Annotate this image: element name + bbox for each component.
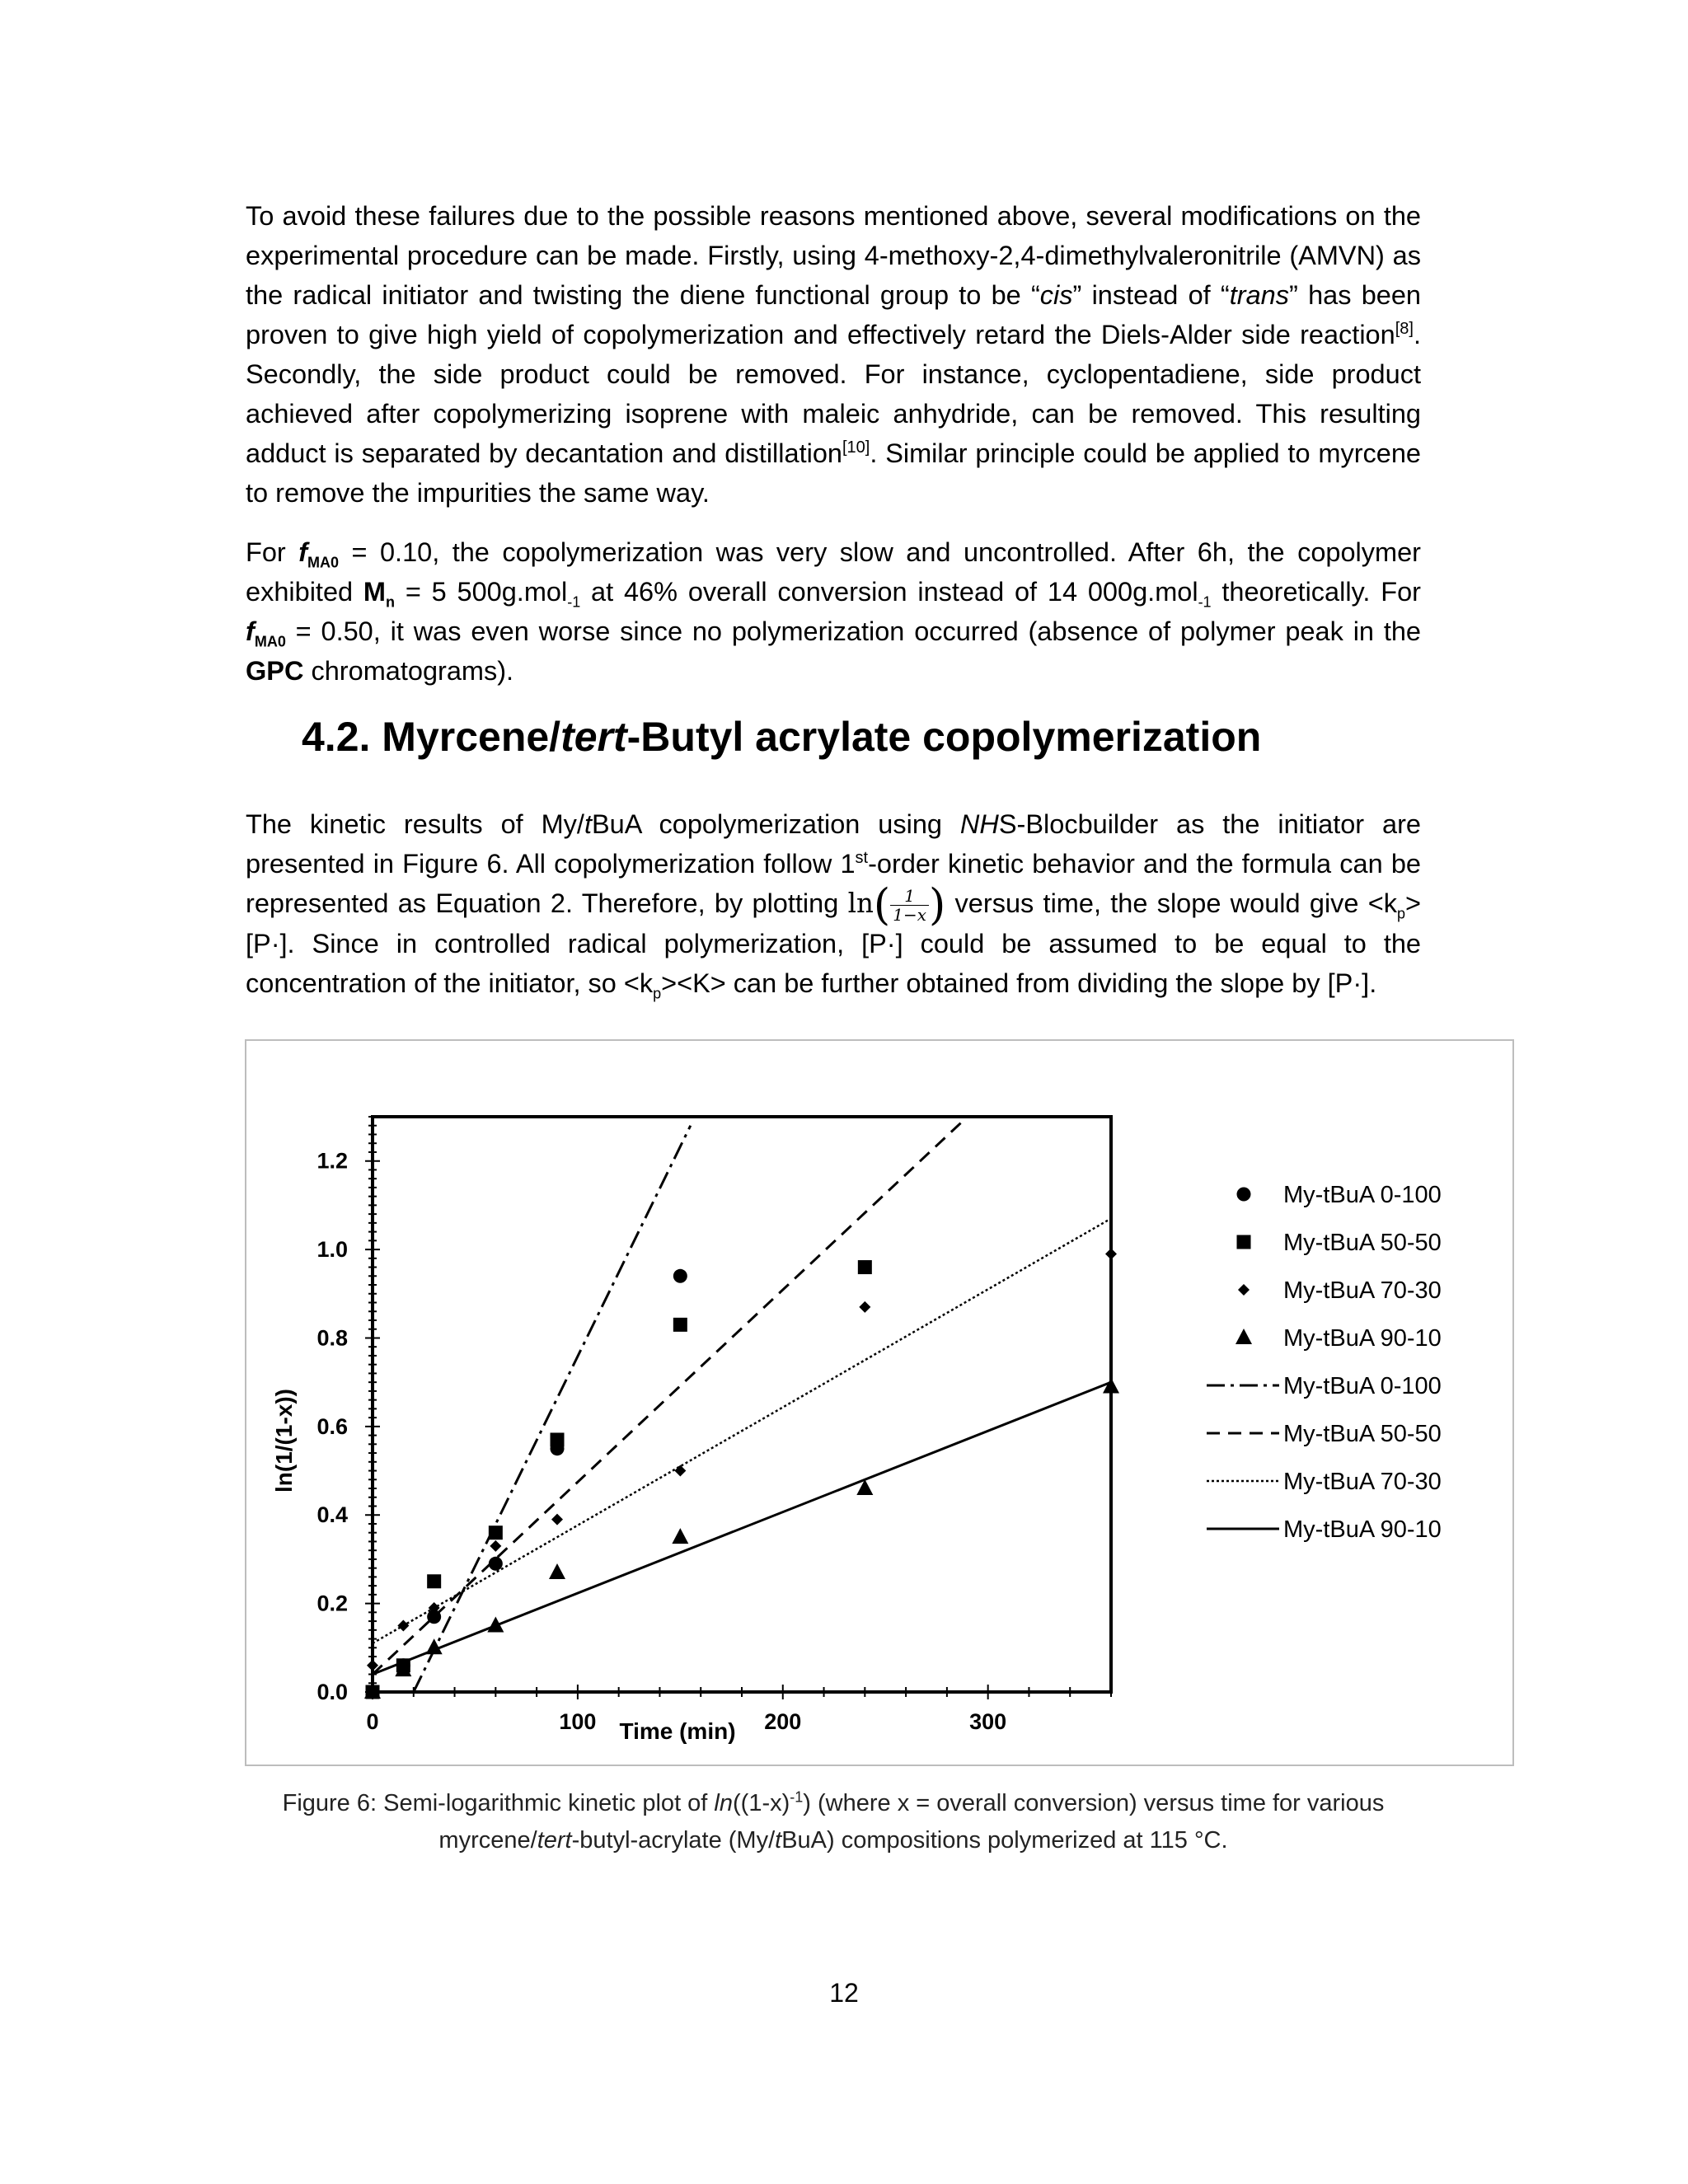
chart-canvas xyxy=(246,1041,1512,1765)
text-run-italic: tert xyxy=(537,1827,572,1854)
text-run: . Secondly, the side product could be removed. For instance, cyclopentadiene, side product achieved after copolymerizing isoprene with maleic anhydride, can be removed. This resulting adduct is separated by decantation and distillation xyxy=(246,320,1421,468)
y-tick-label: 1.0 xyxy=(316,1237,348,1263)
subscript: -1 xyxy=(567,593,581,611)
text-run: Figure 6: Semi-logarithmic kinetic plot of xyxy=(282,1790,715,1816)
fit-line-dashdot xyxy=(414,1126,691,1692)
left-paren: ( xyxy=(873,880,891,930)
text-run-italic: trans xyxy=(1229,280,1290,310)
y-tick-label: 0.4 xyxy=(316,1502,348,1528)
text-run-italic: tert xyxy=(560,714,627,760)
y-tick-label: 0.6 xyxy=(316,1413,348,1439)
subscript: n xyxy=(386,593,395,611)
text-run: versus time, the slope would give <k xyxy=(945,888,1398,918)
right-paren: ) xyxy=(928,880,946,930)
citation-ref: [10] xyxy=(842,438,870,457)
fit-lines xyxy=(373,1117,1111,1692)
legend-label: My-tBuA 50-50 xyxy=(1283,1421,1442,1447)
text-run: For xyxy=(246,537,299,567)
text-run-italic: cis xyxy=(1039,280,1073,310)
text-run: BuA copolymerization using xyxy=(591,809,960,839)
y-tick-label: 0.0 xyxy=(316,1680,348,1704)
text-run: at 46% overall conversion instead of 14 000g.mol xyxy=(580,577,1198,607)
y-tick-label: 1.2 xyxy=(316,1148,348,1174)
data-point-circle xyxy=(673,1269,687,1283)
data-point-square xyxy=(427,1574,441,1588)
data-point-circle xyxy=(489,1557,503,1571)
data-point-diamond xyxy=(551,1514,563,1526)
figure-caption xyxy=(246,1785,1421,1859)
fit-line-solid xyxy=(373,1382,1111,1674)
data-point-square xyxy=(673,1318,687,1332)
data-point-square xyxy=(858,1260,872,1274)
text-run-bold-italic: f xyxy=(246,616,255,646)
legend-label: My-tBuA 90-10 xyxy=(1283,1516,1442,1543)
text-run: > [P·]. Since in controlled radical polymerization, [P·] could be assumed to be equal to the concentration of the initiator, so <k xyxy=(246,888,1422,998)
y-tick-label: 0.2 xyxy=(316,1591,348,1616)
legend-marker-circle xyxy=(1237,1188,1251,1202)
text-run-bold: M xyxy=(363,577,386,607)
text-run: ” has been proven to give high yield of copolymerization and effectively retard the Diels-Alder side reaction xyxy=(246,280,1421,349)
text-run: ((1-x) xyxy=(733,1790,790,1816)
series-circle xyxy=(366,1269,687,1699)
text-run-italic: ln xyxy=(714,1790,733,1816)
ln-symbol: ln xyxy=(847,888,874,919)
text-run: = 0.10, the copolymerization was very slow and uncontrolled. After 6h, the copolymer exhibited xyxy=(246,537,1421,607)
axis-ticks xyxy=(316,1117,1111,1734)
data-point-triangle xyxy=(672,1528,688,1544)
series-triangle xyxy=(364,1378,1119,1699)
legend-marker-triangle xyxy=(1236,1329,1252,1344)
subscript: p xyxy=(653,985,662,1002)
series-diamond xyxy=(367,1248,1117,1671)
text-run: ) (where x = overall conversion) versus time for various myrcene/ xyxy=(438,1790,1385,1854)
text-run: . Similar principle could be applied to myrcene to remove the impurities the same way. xyxy=(246,438,1421,508)
subscript: MA0 xyxy=(254,633,286,650)
data-point-square xyxy=(489,1526,503,1540)
legend-label: My-tBuA 50-50 xyxy=(1283,1230,1442,1256)
data-point-square xyxy=(551,1432,565,1446)
section-heading xyxy=(302,710,1261,763)
text-run: = 0.50, it was even worse since no polymerization occurred (absence of polymer peak in the xyxy=(285,616,1421,646)
text-run: chromatograms). xyxy=(303,656,514,686)
fraction xyxy=(890,887,929,924)
text-run: theoretically. For xyxy=(1211,577,1421,607)
text-run-bold: GPC xyxy=(246,656,304,686)
y-axis-label: ln(1/(1-x)) xyxy=(271,1389,297,1493)
plot-frame xyxy=(373,1117,1111,1692)
text-run: The kinetic results of My/ xyxy=(246,809,584,839)
series-square xyxy=(366,1260,872,1699)
x-tick-label: 300 xyxy=(969,1709,1007,1734)
paragraph-kinetic-results xyxy=(246,804,1421,1003)
fraction-numerator: 1 xyxy=(890,887,929,906)
figure-6-chart xyxy=(245,1039,1514,1766)
text-run: -butyl-acrylate (My/ xyxy=(571,1827,776,1854)
chart-legend xyxy=(1207,1182,1442,1543)
legend-label: My-tBuA 70-30 xyxy=(1283,1469,1442,1495)
x-axis-label: Time (min) xyxy=(619,1718,736,1744)
page-number: 12 xyxy=(829,1978,859,2008)
data-point-diamond xyxy=(674,1465,686,1477)
subscript: p xyxy=(1397,905,1406,922)
ln-fraction-formula xyxy=(847,880,946,930)
text-run-italic: t xyxy=(584,809,592,839)
x-tick-label: 200 xyxy=(764,1709,802,1734)
text-run: To avoid these failures due to the possible reasons mentioned above, several modifications on the experimental procedure can be made. Firstly, using 4-methoxy-2,4-dimethylvaleronitrile (AMVN) as the radical initiator and twisting the diene functional group to be “ xyxy=(246,201,1421,310)
legend-label: My-tBuA 0-100 xyxy=(1283,1373,1442,1399)
data-point-diamond xyxy=(859,1301,870,1313)
text-run: ><K> can be further obtained from dividing the slope by [P·]. xyxy=(661,968,1377,998)
text-run: ” instead of “ xyxy=(1072,280,1230,310)
y-tick-label: 0.8 xyxy=(316,1325,348,1351)
subscript: MA0 xyxy=(307,554,340,571)
text-run: S-Blocbuilder as the initiator are presented in Figure 6. All copolymerization follow 1 xyxy=(246,809,1422,879)
superscript: -1 xyxy=(790,1788,804,1806)
fit-line-dotted xyxy=(373,1218,1111,1643)
text-run: -Butyl acrylate copolymerization xyxy=(626,714,1262,760)
superscript: st xyxy=(855,849,869,868)
text-run: 4.2. Myrcene/ xyxy=(302,714,561,760)
text-run: -order kinetic behavior and the formula can be represented as Equation 2. Therefore, by plotting xyxy=(246,849,1421,918)
text-run: BuA) compositions polymerized at 115 °C. xyxy=(781,1827,1228,1854)
legend-label: My-tBuA 90-10 xyxy=(1283,1325,1442,1352)
paragraph-modifications xyxy=(246,196,1421,513)
legend-label: My-tBuA 0-100 xyxy=(1283,1182,1442,1208)
text-run-italic: t xyxy=(775,1827,782,1854)
text-run: = 5 500g.mol xyxy=(395,577,568,607)
x-tick-label: 100 xyxy=(559,1709,597,1734)
x-tick-label: 0 xyxy=(366,1709,379,1734)
citation-ref: [8] xyxy=(1395,320,1414,339)
data-point-diamond xyxy=(490,1540,501,1552)
legend-label: My-tBuA 70-30 xyxy=(1283,1277,1442,1304)
text-run-bold-italic: f xyxy=(298,537,308,567)
fraction-denominator: 1−x xyxy=(893,905,926,925)
data-point-triangle xyxy=(549,1563,565,1579)
paragraph-fma0-results xyxy=(246,532,1421,691)
subscript: -1 xyxy=(1198,593,1212,611)
plot-marks xyxy=(316,1117,1441,1734)
legend-marker-square xyxy=(1237,1235,1251,1249)
text-run-italic: NH xyxy=(959,809,999,839)
legend-marker-diamond xyxy=(1238,1284,1250,1296)
data-point-diamond xyxy=(397,1619,409,1631)
